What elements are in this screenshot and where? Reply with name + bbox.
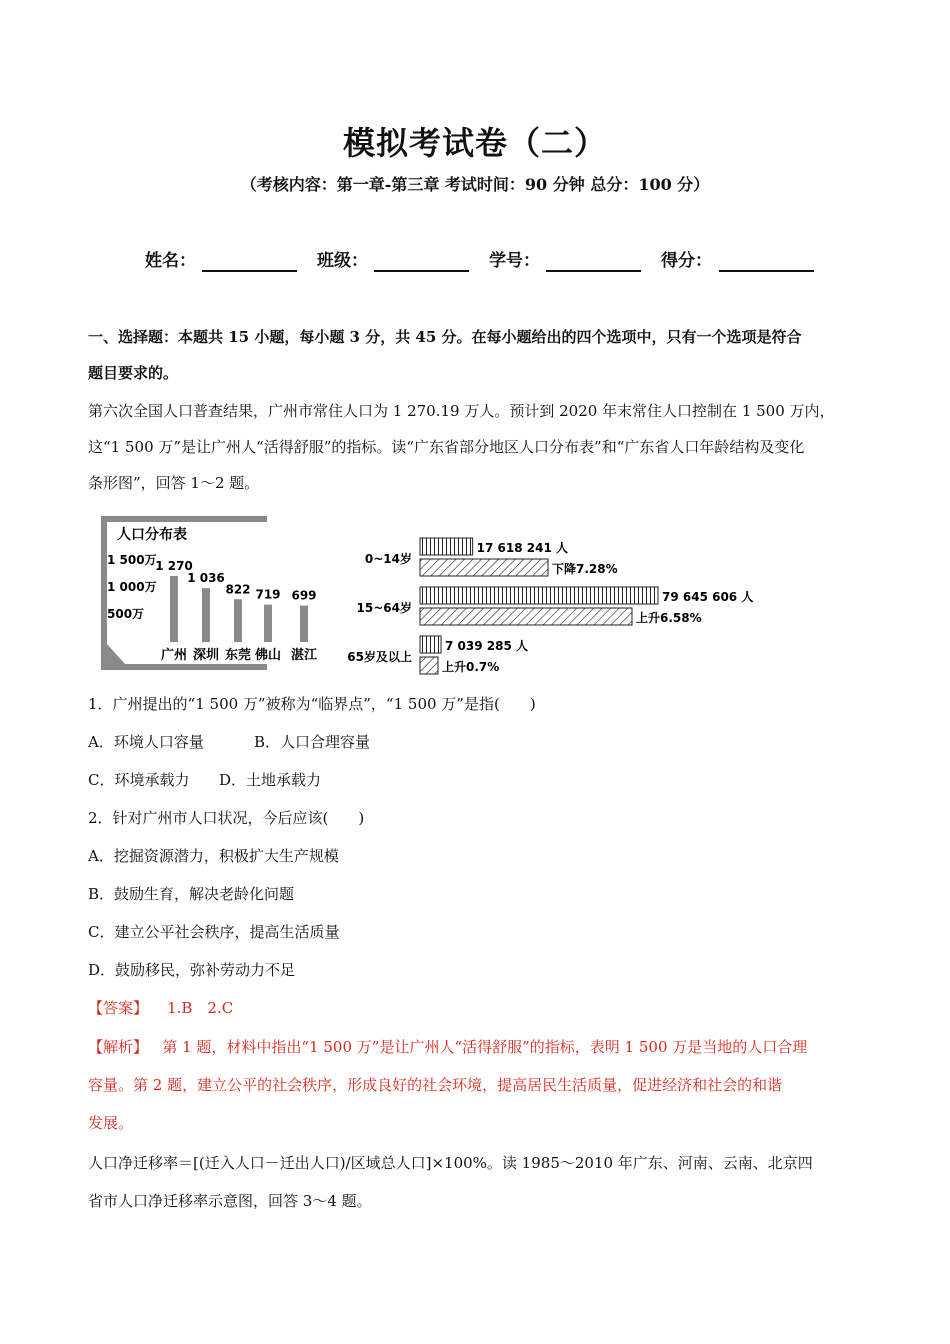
chart1-y-tick: 1 000万: [107, 580, 157, 594]
material-1: 第六次全国人口普查结果，广州市常住人口为 1 270.19 万人。预计到 2020 年末常住人口控制在 1 500 万内， 这“1 500 万”是让广州人“活得舒服”的指标。读“广东省部分地区人口分布表”和“广东省人口年龄结构及变化 条形图”，回答 1～2 题。: [88, 402, 835, 492]
chart1-category-label: 佛山: [254, 648, 282, 663]
chart1-bar-湛江: [300, 606, 308, 642]
chart1-category-label: 深圳: [192, 648, 220, 663]
chart1-category-label: 东莞: [224, 648, 252, 663]
chart1-bar-东莞: [234, 599, 242, 642]
chart2-category-label: 0~14岁: [364, 552, 412, 566]
class-label: 班级：: [317, 251, 368, 271]
answer-line: [88, 998, 233, 1018]
score-label: 得分：: [661, 251, 712, 271]
chart2-value-label: 79 645 606 人: [662, 590, 754, 604]
class-blank[interactable]: [374, 270, 469, 272]
chart2-value-label: 7 039 285 人: [445, 639, 529, 653]
chart2-bar-count: [420, 538, 473, 555]
analysis-label: 【解析】: [88, 1038, 149, 1056]
answer-text: 1.B 2.C: [167, 999, 234, 1017]
chart1-value-label: 822: [225, 582, 251, 597]
chart1-value-label: 699: [291, 588, 317, 603]
analysis-block: 【解析】 第 1 题，材料中指出“1 500 万”是让广州人“活得舒服”的指标，表明 1 500 万是当地的人口合理 容量。第 2 题，建立公平的社会秩序，形成良好的社会环境，提高居民生活质量，促进经济和社会的和谐 发展。: [88, 1038, 808, 1132]
material-2: 人口净迁移率＝[(迁入人口－迁出人口)/区域总人口]×100%。读 1985～2010 年广东、河南、云南、北京四 省市人口净迁移率示意图，回答 3～4 题。: [88, 1154, 813, 1210]
question-2-stem: 2．针对广州市人口状况，今后应该( ): [88, 809, 365, 827]
chart1-value-label: 1 270: [155, 558, 193, 573]
name-blank[interactable]: [202, 270, 297, 272]
chart2-category-label: 15~64岁: [356, 601, 412, 615]
score-blank[interactable]: [719, 270, 814, 272]
chart2-bar-change: [420, 559, 548, 576]
chart1-title: 人口分布表: [117, 527, 187, 543]
question-1-stem: 1．广州提出的“1 500 万”被称为“临界点”，“1 500 万”是指( ): [88, 695, 536, 713]
student-info-row: [145, 246, 845, 276]
chart1-y-tick: 1 500万: [107, 553, 157, 567]
chart1-category-label: 湛江: [290, 648, 318, 663]
chart1-value-label: 1 036: [187, 571, 225, 586]
chart2-bar-count: [420, 636, 441, 653]
question-2-option-b[interactable]: B．鼓励生育，解决老龄化问题: [88, 885, 295, 903]
question-1-option-a[interactable]: A．环境人口容量: [88, 733, 204, 751]
chart1-y-tick: 500万: [107, 607, 145, 621]
chart2-change-label: 下降7.28%: [552, 562, 618, 576]
exam-subtitle: （考核内容：第一章-第三章 考试时间：90 分钟 总分：100 分）: [240, 175, 710, 194]
question-2-option-c[interactable]: C．建立公平社会秩序，提高生活质量: [88, 923, 340, 941]
question-1-option-b[interactable]: B．人口合理容量: [254, 733, 371, 751]
chart1-bar-广州: [170, 576, 178, 642]
chart2-value-label: 17 618 241 人: [476, 541, 568, 555]
question-1-option-c[interactable]: C．环境承载力: [88, 771, 190, 789]
name-label: 姓名：: [145, 251, 196, 271]
question-2-option-a[interactable]: A．挖掘资源潜力，积极扩大生产规模: [88, 847, 339, 865]
answer-label: 【答案】: [88, 999, 149, 1017]
chart1-value-label: 719: [255, 587, 281, 602]
section-heading: 一、选择题：本题共 15 小题，每小题 3 分，共 45 分。在每小题给出的四个选项中，只有一个选项是符合 题目要求的。: [88, 328, 802, 382]
chart2-change-label: 上升6.58%: [636, 611, 702, 625]
chart2-category-label: 65岁及以上: [347, 650, 412, 664]
chart1-category-label: 广州: [160, 648, 188, 663]
chart1-bar-佛山: [264, 605, 272, 642]
question-2-option-d[interactable]: D．鼓励移民，弥补劳动力不足: [88, 961, 296, 979]
question-1-option-d[interactable]: D．土地承载力: [219, 771, 322, 789]
chart2-change-label: 上升0.7%: [442, 660, 500, 674]
population-distribution-chart: [95, 512, 318, 672]
chart1-bar-深圳: [202, 588, 210, 642]
id-label: 学号：: [489, 251, 540, 271]
chart2-bar-count: [420, 587, 658, 604]
id-blank[interactable]: [546, 270, 641, 272]
chart2-bar-change: [420, 657, 438, 674]
age-structure-chart: [330, 532, 770, 677]
chart2-bar-change: [420, 608, 632, 625]
page-title: 模拟考试卷（二）: [342, 124, 607, 162]
